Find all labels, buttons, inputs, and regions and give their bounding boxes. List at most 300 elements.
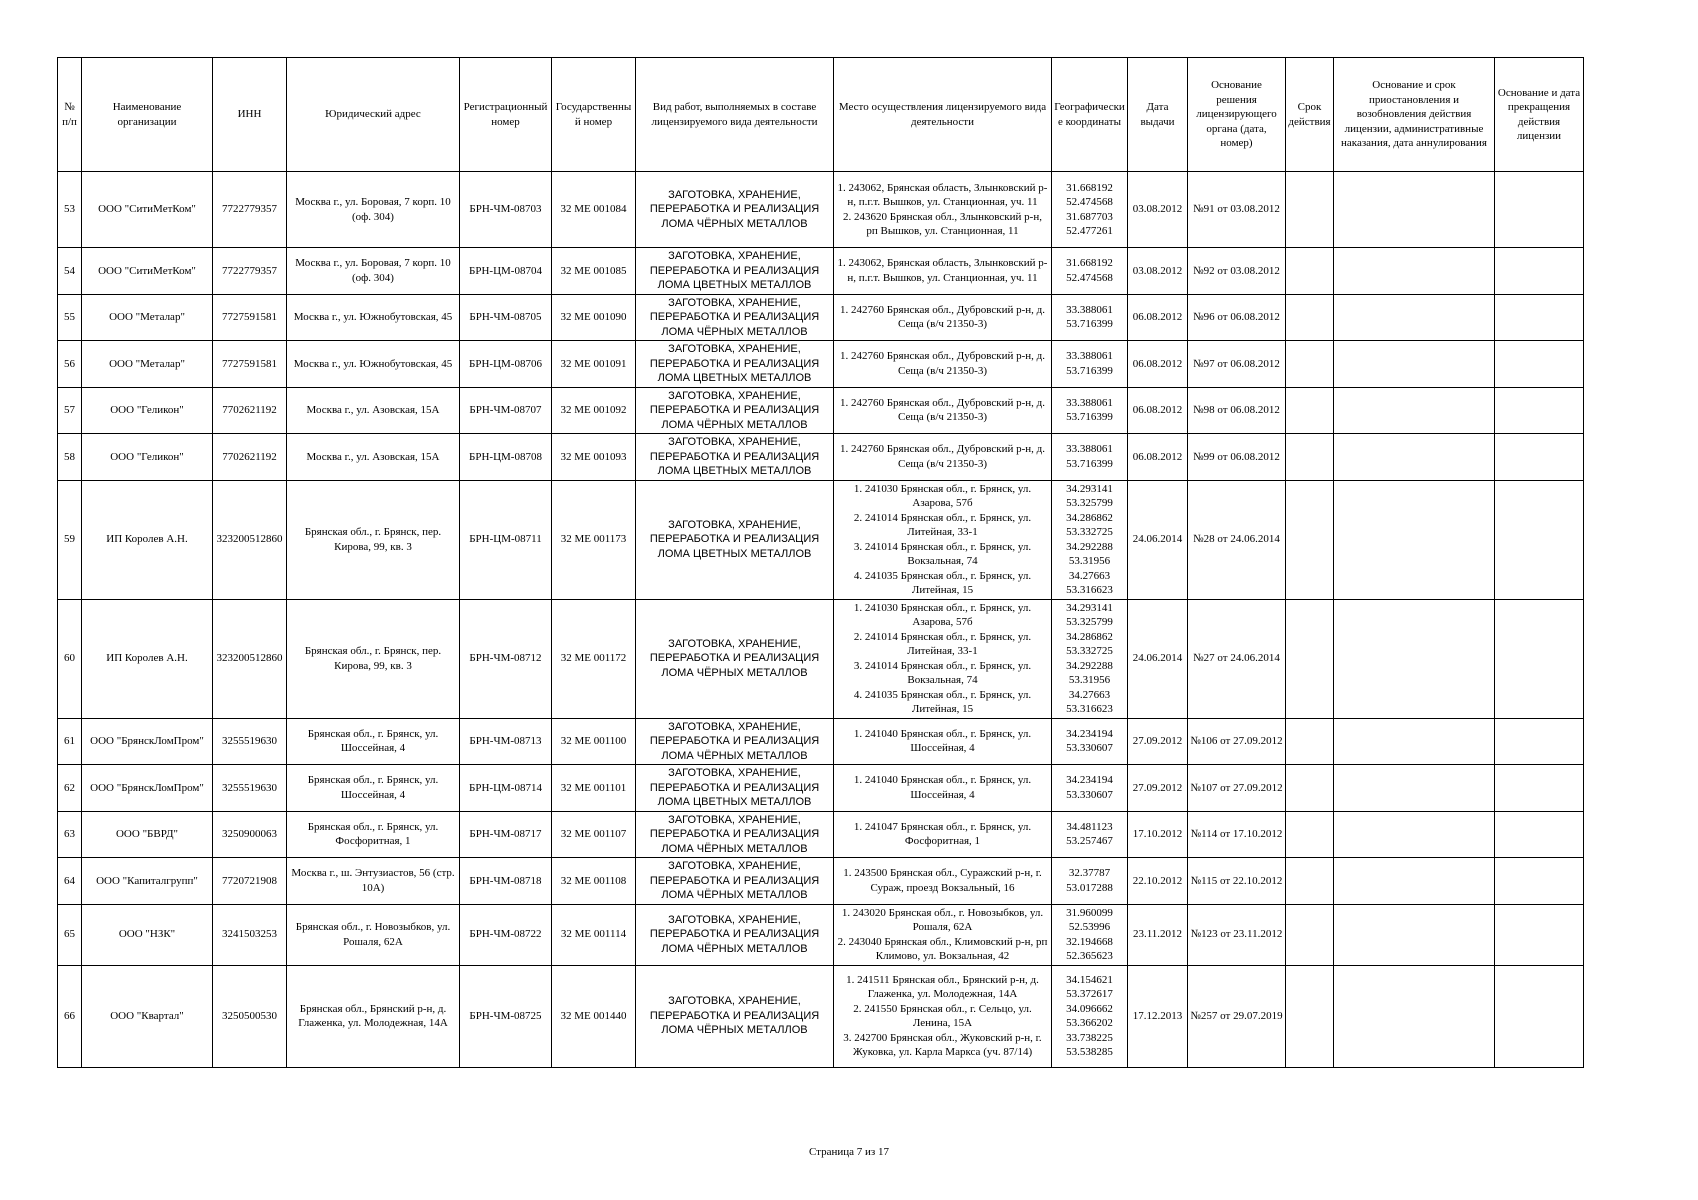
place-line: 1. 242760 Брянская обл., Дубровский р-н, д. Сеща (в/ч 21350-3): [839, 396, 1046, 424]
suspension-cell: [1334, 599, 1495, 718]
decision-basis-cell: №92 от 03.08.2012: [1188, 248, 1286, 295]
coordinate-value: 34.234194: [1066, 774, 1113, 787]
registration-number-cell: БРН-ЧМ-08717: [460, 811, 552, 858]
header-row: [58, 58, 1584, 172]
page-footer: Страница 7 из 17: [808, 1146, 890, 1158]
work-type-cell: ЗАГОТОВКА, ХРАНЕНИЕ, ПЕРЕРАБОТКА И РЕАЛИЗАЦИЯ ЛОМА ЧЁРНЫХ МЕТАЛЛОВ: [636, 858, 834, 905]
legal-address-cell: Брянская обл., г. Новозыбков, ул. Рошаля, 62А: [287, 904, 460, 965]
decision-basis-cell: №107 от 27.09.2012: [1188, 765, 1286, 812]
legal-address-cell: Брянская обл., Брянский р-н, д. Глаженка, ул. Молодежная, 14А: [287, 965, 460, 1067]
coordinate-value: 31.668192: [1066, 257, 1113, 270]
place-cell: [834, 599, 1052, 718]
suspension-cell: [1334, 718, 1495, 765]
place-line: 2. 243620 Брянская обл., Злынковский р-н, рп Вышков, ул. Станционная, 11: [843, 210, 1042, 237]
issue-date-cell: 06.08.2012: [1128, 341, 1188, 388]
suspension-cell: [1334, 904, 1495, 965]
row-number-cell: 62: [58, 765, 82, 812]
table-row: [58, 599, 1584, 718]
place-line: 4. 241035 Брянская обл., г. Брянск, ул. Литейная, 15: [853, 688, 1032, 715]
decision-basis-cell: №106 от 27.09.2012: [1188, 718, 1286, 765]
coordinate-value: 53.716399: [1066, 318, 1113, 331]
table-row: [58, 480, 1584, 599]
issue-date-cell: 27.09.2012: [1128, 718, 1188, 765]
legal-address-cell: Москва г., ул. Южнобутовская, 45: [287, 341, 460, 388]
work-type-cell: ЗАГОТОВКА, ХРАНЕНИЕ, ПЕРЕРАБОТКА И РЕАЛИЗАЦИЯ ЛОМА ЧЁРНЫХ МЕТАЛЛОВ: [636, 172, 834, 248]
state-number-cell: 32 МЕ 001100: [552, 718, 636, 765]
suspension-cell: [1334, 811, 1495, 858]
row-number-cell: 63: [58, 811, 82, 858]
suspension-cell: [1334, 387, 1495, 434]
coordinate-value: 34.286862: [1066, 630, 1113, 643]
table-row: [58, 811, 1584, 858]
place-line: 1. 241030 Брянская обл., г. Брянск, ул. Азарова, 57б: [853, 601, 1032, 628]
table-row: [58, 294, 1584, 341]
state-number-cell: 32 МЕ 001114: [552, 904, 636, 965]
header-number: № п/п: [58, 58, 82, 172]
table-row: [58, 718, 1584, 765]
termination-cell: [1495, 294, 1584, 341]
place-cell: [834, 965, 1052, 1067]
place-cell: [834, 248, 1052, 295]
state-number-cell: 32 МЕ 001107: [552, 811, 636, 858]
coordinate-value: 53.325799: [1066, 616, 1113, 628]
registration-number-cell: БРН-ЧМ-08722: [460, 904, 552, 965]
work-type-cell: ЗАГОТОВКА, ХРАНЕНИЕ, ПЕРЕРАБОТКА И РЕАЛИЗАЦИЯ ЛОМА ЧЁРНЫХ МЕТАЛЛОВ: [636, 718, 834, 765]
termination-cell: [1495, 858, 1584, 905]
header-decision-basis: Основание решения лицензирующего органа (дата, номер): [1188, 58, 1286, 172]
suspension-cell: [1334, 480, 1495, 599]
term-cell: [1286, 172, 1334, 248]
coordinate-value: 33.388061: [1066, 303, 1113, 316]
place-cell: [834, 294, 1052, 341]
suspension-cell: [1334, 858, 1495, 905]
coordinates-cell: [1052, 718, 1128, 765]
term-cell: [1286, 858, 1334, 905]
state-number-cell: 32 МЕ 001108: [552, 858, 636, 905]
termination-cell: [1495, 387, 1584, 434]
license-register-table: [57, 57, 1584, 1068]
legal-address-cell: Москва г., ш. Энтузиастов, 56 (стр. 10А): [287, 858, 460, 905]
state-number-cell: 32 МЕ 001101: [552, 765, 636, 812]
place-cell: [834, 811, 1052, 858]
row-number-cell: 55: [58, 294, 82, 341]
row-number-cell: 66: [58, 965, 82, 1067]
suspension-cell: [1334, 172, 1495, 248]
state-number-cell: 32 МЕ 001092: [552, 387, 636, 434]
termination-cell: [1495, 480, 1584, 599]
row-number-cell: 60: [58, 599, 82, 718]
place-line: 2. 241014 Брянская обл., г. Брянск, ул. Литейная, 33-1: [853, 630, 1032, 657]
issue-date-cell: 23.11.2012: [1128, 904, 1188, 965]
term-cell: [1286, 811, 1334, 858]
decision-basis-cell: №257 от 29.07.2019: [1188, 965, 1286, 1067]
decision-basis-cell: №115 от 22.10.2012: [1188, 858, 1286, 905]
termination-cell: [1495, 434, 1584, 481]
legal-address-cell: Москва г., ул. Азовская, 15А: [287, 434, 460, 481]
coordinate-value: 34.234194: [1066, 727, 1113, 740]
organization-name-cell: ООО "Квартал": [82, 965, 213, 1067]
registration-number-cell: БРН-ЧМ-08725: [460, 965, 552, 1067]
organization-name-cell: ИП Королев А.Н.: [82, 599, 213, 718]
coordinate-value: 53.325799: [1066, 497, 1113, 509]
issue-date-cell: 24.06.2014: [1128, 480, 1188, 599]
inn-cell: 3250900063: [213, 811, 287, 858]
table-row: [58, 387, 1584, 434]
row-number-cell: 65: [58, 904, 82, 965]
legal-address-cell: Москва г., ул. Южнобутовская, 45: [287, 294, 460, 341]
coordinates-cell: [1052, 434, 1128, 481]
coordinate-value: 34.286862: [1066, 511, 1113, 524]
coordinate-value: 53.332725: [1066, 526, 1113, 538]
place-line: 1. 241511 Брянская обл., Брянский р-н, д. Глаженка, ул. Молодежная, 14А: [846, 973, 1039, 1000]
coordinate-value: 34.096662: [1066, 1002, 1113, 1015]
place-line: 4. 241035 Брянская обл., г. Брянск, ул. Литейная, 15: [853, 569, 1032, 596]
coordinate-value: 53.372617: [1066, 988, 1113, 1000]
table-row: [58, 248, 1584, 295]
termination-cell: [1495, 172, 1584, 248]
place-line: 1. 241047 Брянская обл., г. Брянск, ул. Фосфоритная, 1: [853, 820, 1032, 848]
coordinate-value: 52.474568: [1066, 196, 1113, 208]
term-cell: [1286, 480, 1334, 599]
work-type-cell: ЗАГОТОВКА, ХРАНЕНИЕ, ПЕРЕРАБОТКА И РЕАЛИЗАЦИЯ ЛОМА ЧЁРНЫХ МЕТАЛЛОВ: [636, 904, 834, 965]
coordinate-value: 52.474568: [1066, 271, 1113, 284]
coordinate-value: 53.017288: [1066, 881, 1113, 894]
coordinate-value: 34.293141: [1066, 482, 1113, 495]
suspension-cell: [1334, 434, 1495, 481]
place-line: 1. 242760 Брянская обл., Дубровский р-н, д. Сеща (в/ч 21350-3): [839, 303, 1046, 331]
row-number-cell: 54: [58, 248, 82, 295]
table-row: [58, 172, 1584, 248]
coordinate-value: 52.53996: [1068, 921, 1111, 933]
header-work-type: Вид работ, выполняемых в составе лицензируемого вида деятельности: [636, 58, 834, 172]
decision-basis-cell: №91 от 03.08.2012: [1188, 172, 1286, 248]
organization-name-cell: ООО "Капиталгрупп": [82, 858, 213, 905]
state-number-cell: 32 МЕ 001172: [552, 599, 636, 718]
table-row: [58, 965, 1584, 1067]
registration-number-cell: БРН-ЦМ-08708: [460, 434, 552, 481]
work-type-cell: ЗАГОТОВКА, ХРАНЕНИЕ, ПЕРЕРАБОТКА И РЕАЛИЗАЦИЯ ЛОМА ЧЁРНЫХ МЕТАЛЛОВ: [636, 965, 834, 1067]
term-cell: [1286, 248, 1334, 295]
coordinates-cell: [1052, 480, 1128, 599]
issue-date-cell: 06.08.2012: [1128, 294, 1188, 341]
termination-cell: [1495, 765, 1584, 812]
inn-cell: 3255519630: [213, 718, 287, 765]
place-line: 1. 241040 Брянская обл., г. Брянск, ул. Шоссейная, 4: [853, 774, 1032, 801]
decision-basis-cell: №28 от 24.06.2014: [1188, 480, 1286, 599]
coordinates-cell: [1052, 248, 1128, 295]
coordinate-value: 53.330607: [1066, 788, 1113, 801]
place-cell: [834, 341, 1052, 388]
work-type-cell: ЗАГОТОВКА, ХРАНЕНИЕ, ПЕРЕРАБОТКА И РЕАЛИЗАЦИЯ ЛОМА ЦВЕТНЫХ МЕТАЛЛОВ: [636, 341, 834, 388]
term-cell: [1286, 765, 1334, 812]
coordinate-value: 34.292288: [1066, 659, 1113, 672]
suspension-cell: [1334, 965, 1495, 1067]
place-line: 1. 243500 Брянская обл., Суражский р-н, г. Сураж, проезд Вокзальный, 16: [843, 867, 1042, 894]
state-number-cell: 32 МЕ 001091: [552, 341, 636, 388]
coordinates-cell: [1052, 172, 1128, 248]
decision-basis-cell: №96 от 06.08.2012: [1188, 294, 1286, 341]
row-number-cell: 64: [58, 858, 82, 905]
place-line: 1. 242760 Брянская обл., Дубровский р-н, д. Сеща (в/ч 21350-3): [839, 443, 1046, 470]
place-line: 1. 242760 Брянская обл., Дубровский р-н, д. Сеща (в/ч 21350-3): [839, 350, 1046, 377]
coordinate-value: 33.738225: [1066, 1031, 1113, 1044]
termination-cell: [1495, 965, 1584, 1067]
state-number-cell: 32 МЕ 001440: [552, 965, 636, 1067]
suspension-cell: [1334, 248, 1495, 295]
termination-cell: [1495, 599, 1584, 718]
place-line: 3. 241014 Брянская обл., г. Брянск, ул. Вокзальная, 74: [853, 659, 1032, 686]
work-type-cell: ЗАГОТОВКА, ХРАНЕНИЕ, ПЕРЕРАБОТКА И РЕАЛИЗАЦИЯ ЛОМА ЧЁРНЫХ МЕТАЛЛОВ: [636, 294, 834, 341]
work-type-cell: ЗАГОТОВКА, ХРАНЕНИЕ, ПЕРЕРАБОТКА И РЕАЛИЗАЦИЯ ЛОМА ЧЁРНЫХ МЕТАЛЛОВ: [636, 387, 834, 434]
registration-number-cell: БРН-ЧМ-08707: [460, 387, 552, 434]
coordinate-value: 53.316623: [1066, 703, 1113, 715]
coordinate-value: 53.31956: [1068, 555, 1111, 567]
table-header: [58, 58, 1584, 172]
registration-number-cell: БРН-ЦМ-08714: [460, 765, 552, 812]
issue-date-cell: 17.12.2013: [1128, 965, 1188, 1067]
header-organization: Наименование организации: [82, 58, 213, 172]
registration-number-cell: БРН-ЧМ-08713: [460, 718, 552, 765]
legal-address-cell: Москва г., ул. Боровая, 7 корп. 10 (оф. 304): [287, 172, 460, 248]
coordinate-value: 34.27663: [1068, 569, 1111, 582]
work-type-cell: ЗАГОТОВКА, ХРАНЕНИЕ, ПЕРЕРАБОТКА И РЕАЛИЗАЦИЯ ЛОМА ЧЁРНЫХ МЕТАЛЛОВ: [636, 599, 834, 718]
termination-cell: [1495, 341, 1584, 388]
place-cell: [834, 480, 1052, 599]
work-type-cell: ЗАГОТОВКА, ХРАНЕНИЕ, ПЕРЕРАБОТКА И РЕАЛИЗАЦИЯ ЛОМА ЦВЕТНЫХ МЕТАЛЛОВ: [636, 248, 834, 295]
place-cell: [834, 172, 1052, 248]
registration-number-cell: БРН-ЦМ-08711: [460, 480, 552, 599]
table-row: [58, 765, 1584, 812]
legal-address-cell: Брянская обл., г. Брянск, ул. Фосфоритная, 1: [287, 811, 460, 858]
header-termination: Основание и дата прекращения действия лицензии: [1495, 58, 1584, 172]
coordinate-value: 33.388061: [1066, 350, 1113, 363]
work-type-cell: ЗАГОТОВКА, ХРАНЕНИЕ, ПЕРЕРАБОТКА И РЕАЛИЗАЦИЯ ЛОМА ЦВЕТНЫХ МЕТАЛЛОВ: [636, 480, 834, 599]
inn-cell: 3241503253: [213, 904, 287, 965]
coordinates-cell: [1052, 858, 1128, 905]
coordinates-cell: [1052, 294, 1128, 341]
organization-name-cell: ООО "СитиМетКом": [82, 248, 213, 295]
legal-address-cell: Брянская обл., г. Брянск, ул. Шоссейная, 4: [287, 765, 460, 812]
coordinates-cell: [1052, 965, 1128, 1067]
coordinate-value: 34.27663: [1068, 688, 1111, 701]
header-place: Место осуществления лицензируемого вида деятельности: [834, 58, 1052, 172]
registration-number-cell: БРН-ЧМ-08703: [460, 172, 552, 248]
row-number-cell: 59: [58, 480, 82, 599]
term-cell: [1286, 434, 1334, 481]
header-registration-number: Регистрационный номер: [460, 58, 552, 172]
place-line: 1. 241030 Брянская обл., г. Брянск, ул. Азарова, 57б: [853, 482, 1032, 509]
decision-basis-cell: №123 от 23.11.2012: [1188, 904, 1286, 965]
row-number-cell: 53: [58, 172, 82, 248]
issue-date-cell: 03.08.2012: [1128, 172, 1188, 248]
coordinate-value: 53.330607: [1066, 742, 1113, 755]
coordinates-cell: [1052, 387, 1128, 434]
coordinate-value: 53.257467: [1066, 835, 1113, 848]
legal-address-cell: Москва г., ул. Боровая, 7 корп. 10 (оф. 304): [287, 248, 460, 295]
coordinates-cell: [1052, 341, 1128, 388]
inn-cell: 323200512860: [213, 599, 287, 718]
term-cell: [1286, 718, 1334, 765]
decision-basis-cell: №114 от 17.10.2012: [1188, 811, 1286, 858]
organization-name-cell: ООО "Геликон": [82, 387, 213, 434]
termination-cell: [1495, 248, 1584, 295]
header-coordinates: Географические координаты: [1052, 58, 1128, 172]
coordinate-value: 32.194668: [1066, 935, 1113, 948]
work-type-cell: ЗАГОТОВКА, ХРАНЕНИЕ, ПЕРЕРАБОТКА И РЕАЛИЗАЦИЯ ЛОМА ЦВЕТНЫХ МЕТАЛЛОВ: [636, 434, 834, 481]
table-row: [58, 341, 1584, 388]
inn-cell: 7727591581: [213, 341, 287, 388]
table-row: [58, 904, 1584, 965]
legal-address-cell: Брянская обл., г. Брянск, пер. Кирова, 99, кв. 3: [287, 599, 460, 718]
inn-cell: 3255519630: [213, 765, 287, 812]
place-line: 1. 243062, Брянская область, Злынковский р-н, п.г.т. Вышков, ул. Станционная, уч. 11: [837, 257, 1048, 284]
organization-name-cell: ООО "СитиМетКом": [82, 172, 213, 248]
coordinate-value: 52.365623: [1066, 950, 1113, 962]
termination-cell: [1495, 811, 1584, 858]
place-cell: [834, 858, 1052, 905]
coordinates-cell: [1052, 811, 1128, 858]
inn-cell: 323200512860: [213, 480, 287, 599]
place-line: 2. 241550 Брянская обл., г. Сельцо, ул. Ленина, 15А: [853, 1002, 1032, 1029]
inn-cell: 7720721908: [213, 858, 287, 905]
coordinate-value: 53.31956: [1068, 674, 1111, 686]
term-cell: [1286, 599, 1334, 718]
place-cell: [834, 387, 1052, 434]
term-cell: [1286, 904, 1334, 965]
coordinate-value: 52.477261: [1066, 225, 1113, 237]
header-legal-address: Юридический адрес: [287, 58, 460, 172]
header-issue-date: Дата выдачи: [1128, 58, 1188, 172]
coordinate-value: 31.687703: [1066, 210, 1113, 223]
inn-cell: 7722779357: [213, 248, 287, 295]
decision-basis-cell: №27 от 24.06.2014: [1188, 599, 1286, 718]
coordinates-cell: [1052, 765, 1128, 812]
issue-date-cell: 22.10.2012: [1128, 858, 1188, 905]
organization-name-cell: ООО "НЗК": [82, 904, 213, 965]
coordinate-value: 33.388061: [1066, 396, 1113, 409]
suspension-cell: [1334, 341, 1495, 388]
coordinates-cell: [1052, 904, 1128, 965]
place-line: 2. 243040 Брянская обл., Климовский р-н, рп Климово, ул. Вокзальная, 42: [837, 935, 1048, 962]
inn-cell: 7722779357: [213, 172, 287, 248]
coordinate-value: 53.332725: [1066, 645, 1113, 657]
table-row: [58, 858, 1584, 905]
table-row: [58, 434, 1584, 481]
state-number-cell: 32 МЕ 001173: [552, 480, 636, 599]
issue-date-cell: 06.08.2012: [1128, 387, 1188, 434]
decision-basis-cell: №98 от 06.08.2012: [1188, 387, 1286, 434]
coordinate-value: 53.366202: [1066, 1017, 1113, 1029]
header-inn: ИНН: [213, 58, 287, 172]
work-type-cell: ЗАГОТОВКА, ХРАНЕНИЕ, ПЕРЕРАБОТКА И РЕАЛИЗАЦИЯ ЛОМА ЦВЕТНЫХ МЕТАЛЛОВ: [636, 765, 834, 812]
coordinate-value: 31.668192: [1066, 181, 1113, 194]
coordinate-value: 53.316623: [1066, 584, 1113, 596]
organization-name-cell: ООО "БрянскЛомПром": [82, 718, 213, 765]
issue-date-cell: 06.08.2012: [1128, 434, 1188, 481]
registration-number-cell: БРН-ЦМ-08704: [460, 248, 552, 295]
table-body: [58, 172, 1584, 1068]
place-cell: [834, 434, 1052, 481]
coordinate-value: 31.960099: [1066, 906, 1113, 919]
coordinate-value: 32.37787: [1068, 867, 1111, 880]
coordinate-value: 34.154621: [1066, 973, 1113, 986]
coordinate-value: 53.716399: [1066, 411, 1113, 424]
suspension-cell: [1334, 765, 1495, 812]
legal-address-cell: Брянская обл., г. Брянск, ул. Шоссейная, 4: [287, 718, 460, 765]
place-line: 3. 242700 Брянская обл., Жуковский р-н, г. Жуковка, ул. Карла Маркса (уч. 87/14): [843, 1031, 1042, 1058]
coordinates-cell: [1052, 599, 1128, 718]
issue-date-cell: 03.08.2012: [1128, 248, 1188, 295]
row-number-cell: 57: [58, 387, 82, 434]
place-line: 1. 241040 Брянская обл., г. Брянск, ул. Шоссейная, 4: [853, 727, 1032, 755]
inn-cell: 3250500530: [213, 965, 287, 1067]
decision-basis-cell: №97 от 06.08.2012: [1188, 341, 1286, 388]
legal-address-cell: Москва г., ул. Азовская, 15А: [287, 387, 460, 434]
organization-name-cell: ООО "Геликон": [82, 434, 213, 481]
organization-name-cell: ООО "БрянскЛомПром": [82, 765, 213, 812]
term-cell: [1286, 965, 1334, 1067]
row-number-cell: 61: [58, 718, 82, 765]
place-cell: [834, 718, 1052, 765]
registration-number-cell: БРН-ЧМ-08712: [460, 599, 552, 718]
header-state-number: Государственный номер: [552, 58, 636, 172]
place-cell: [834, 904, 1052, 965]
organization-name-cell: ООО "БВРД": [82, 811, 213, 858]
legal-address-cell: Брянская обл., г. Брянск, пер. Кирова, 99, кв. 3: [287, 480, 460, 599]
place-line: 3. 241014 Брянская обл., г. Брянск, ул. Вокзальная, 74: [853, 540, 1032, 567]
termination-cell: [1495, 718, 1584, 765]
term-cell: [1286, 387, 1334, 434]
organization-name-cell: ООО "Металар": [82, 294, 213, 341]
registration-number-cell: БРН-ЧМ-08705: [460, 294, 552, 341]
header-suspension: Основание и срок приостановления и возобновления действия лицензии, административные наказания, дата аннулирования: [1334, 58, 1495, 172]
state-number-cell: 32 МЕ 001093: [552, 434, 636, 481]
coordinate-value: 33.388061: [1066, 443, 1113, 456]
place-cell: [834, 765, 1052, 812]
term-cell: [1286, 294, 1334, 341]
issue-date-cell: 17.10.2012: [1128, 811, 1188, 858]
inn-cell: 7727591581: [213, 294, 287, 341]
registration-number-cell: БРН-ЦМ-08706: [460, 341, 552, 388]
place-line: 2. 241014 Брянская обл., г. Брянск, ул. Литейная, 33-1: [853, 511, 1032, 538]
header-term: Срок действия: [1286, 58, 1334, 172]
issue-date-cell: 24.06.2014: [1128, 599, 1188, 718]
termination-cell: [1495, 904, 1584, 965]
row-number-cell: 56: [58, 341, 82, 388]
organization-name-cell: ООО "Металар": [82, 341, 213, 388]
coordinate-value: 34.292288: [1066, 540, 1113, 553]
term-cell: [1286, 341, 1334, 388]
registration-number-cell: БРН-ЧМ-08718: [460, 858, 552, 905]
coordinate-value: 34.481123: [1066, 820, 1113, 833]
coordinate-value: 53.538285: [1066, 1046, 1113, 1058]
organization-name-cell: ИП Королев А.Н.: [82, 480, 213, 599]
inn-cell: 7702621192: [213, 434, 287, 481]
state-number-cell: 32 МЕ 001090: [552, 294, 636, 341]
state-number-cell: 32 МЕ 001084: [552, 172, 636, 248]
coordinate-value: 34.293141: [1066, 601, 1113, 614]
inn-cell: 7702621192: [213, 387, 287, 434]
place-line: 1. 243020 Брянская обл., г. Новозыбков, ул. Рошаля, 62А: [841, 906, 1044, 933]
place-line: 1. 243062, Брянская область, Злынковский р-н, п.г.т. Вышков, ул. Станционная, уч. 11: [837, 181, 1048, 208]
coordinate-value: 53.716399: [1066, 457, 1113, 470]
issue-date-cell: 27.09.2012: [1128, 765, 1188, 812]
row-number-cell: 58: [58, 434, 82, 481]
state-number-cell: 32 МЕ 001085: [552, 248, 636, 295]
suspension-cell: [1334, 294, 1495, 341]
work-type-cell: ЗАГОТОВКА, ХРАНЕНИЕ, ПЕРЕРАБОТКА И РЕАЛИЗАЦИЯ ЛОМА ЧЁРНЫХ МЕТАЛЛОВ: [636, 811, 834, 858]
decision-basis-cell: №99 от 06.08.2012: [1188, 434, 1286, 481]
